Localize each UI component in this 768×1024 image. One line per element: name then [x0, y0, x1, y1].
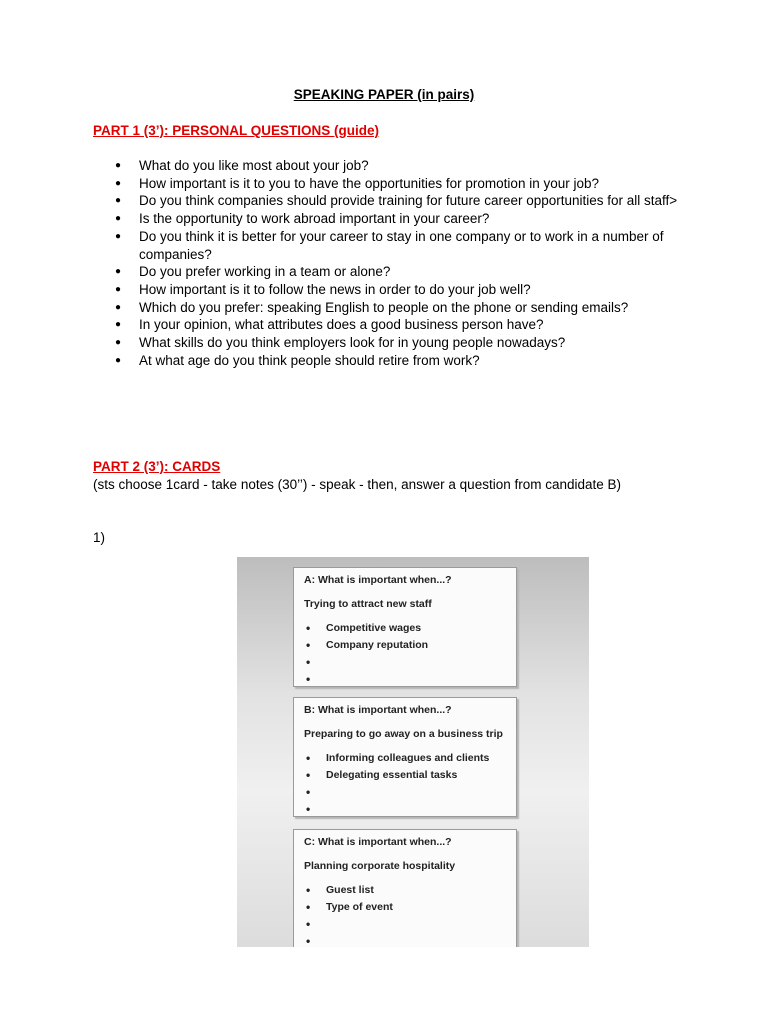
card-b: [293, 697, 517, 817]
list-item: ● Do you prefer working in a team or alone?: [93, 263, 683, 281]
list-item: ● How important is it to you to have the opportunities for promotion in your job?: [93, 175, 683, 193]
card-situation: Trying to attract new staff: [304, 598, 432, 610]
list-item: ● What skills do you think employers look for in young people nowadays?: [93, 334, 683, 352]
page-title: SPEAKING PAPER (in pairs): [293, 87, 475, 102]
card-situation: Planning corporate hospitality: [304, 860, 456, 872]
card-bullets: [304, 620, 428, 688]
list-item: ● At what age do you think people should retire from work?: [93, 352, 683, 370]
list-item: • Competitive wages: [304, 620, 428, 637]
card-c: [293, 829, 517, 947]
list-item: ● Do you think it is better for your career to stay in one company or to work in a number of companies?: [93, 228, 683, 263]
cards-image: [237, 557, 589, 947]
list-item: [304, 801, 489, 818]
item-number: 1): [93, 530, 106, 545]
list-item: [304, 671, 428, 688]
list-item: • Guest list: [304, 882, 393, 899]
card-header: B: What is important when...?: [304, 704, 452, 716]
personal-questions-list: [93, 157, 683, 369]
list-item: • Type of event: [304, 899, 393, 916]
list-item: ● Which do you prefer: speaking English to people on the phone or sending emails?: [93, 299, 683, 317]
list-item: [304, 654, 428, 671]
list-item: [304, 933, 393, 947]
list-item: ● How important is it to follow the news in order to do your job well?: [93, 281, 683, 299]
list-item: [304, 916, 393, 933]
card-bullets: [304, 750, 489, 818]
card-a: [293, 567, 517, 687]
part2-instructions: (sts choose 1card - take notes (30’’) - speak - then, answer a question from candidate B): [93, 477, 622, 492]
list-item: ● Do you think companies should provide training for future career opportunities for all staff>: [93, 192, 683, 210]
list-item: [304, 784, 489, 801]
list-item: • Company reputation: [304, 637, 428, 654]
card-situation: Preparing to go away on a business trip: [304, 728, 503, 740]
list-item: • Delegating essential tasks: [304, 767, 489, 784]
card-header: C: What is important when...?: [304, 836, 452, 848]
part2-heading: PART 2 (3’): CARDS: [93, 459, 221, 474]
list-item: • Informing colleagues and clients: [304, 750, 489, 767]
part1-heading: PART 1 (3’): PERSONAL QUESTIONS (guide): [93, 123, 380, 138]
card-header: A: What is important when...?: [304, 574, 452, 586]
list-item: ● What do you like most about your job?: [93, 157, 683, 175]
list-item: ● Is the opportunity to work abroad important in your career?: [93, 210, 683, 228]
card-bullets: [304, 882, 393, 947]
list-item: ● In your opinion, what attributes does a good business person have?: [93, 316, 683, 334]
